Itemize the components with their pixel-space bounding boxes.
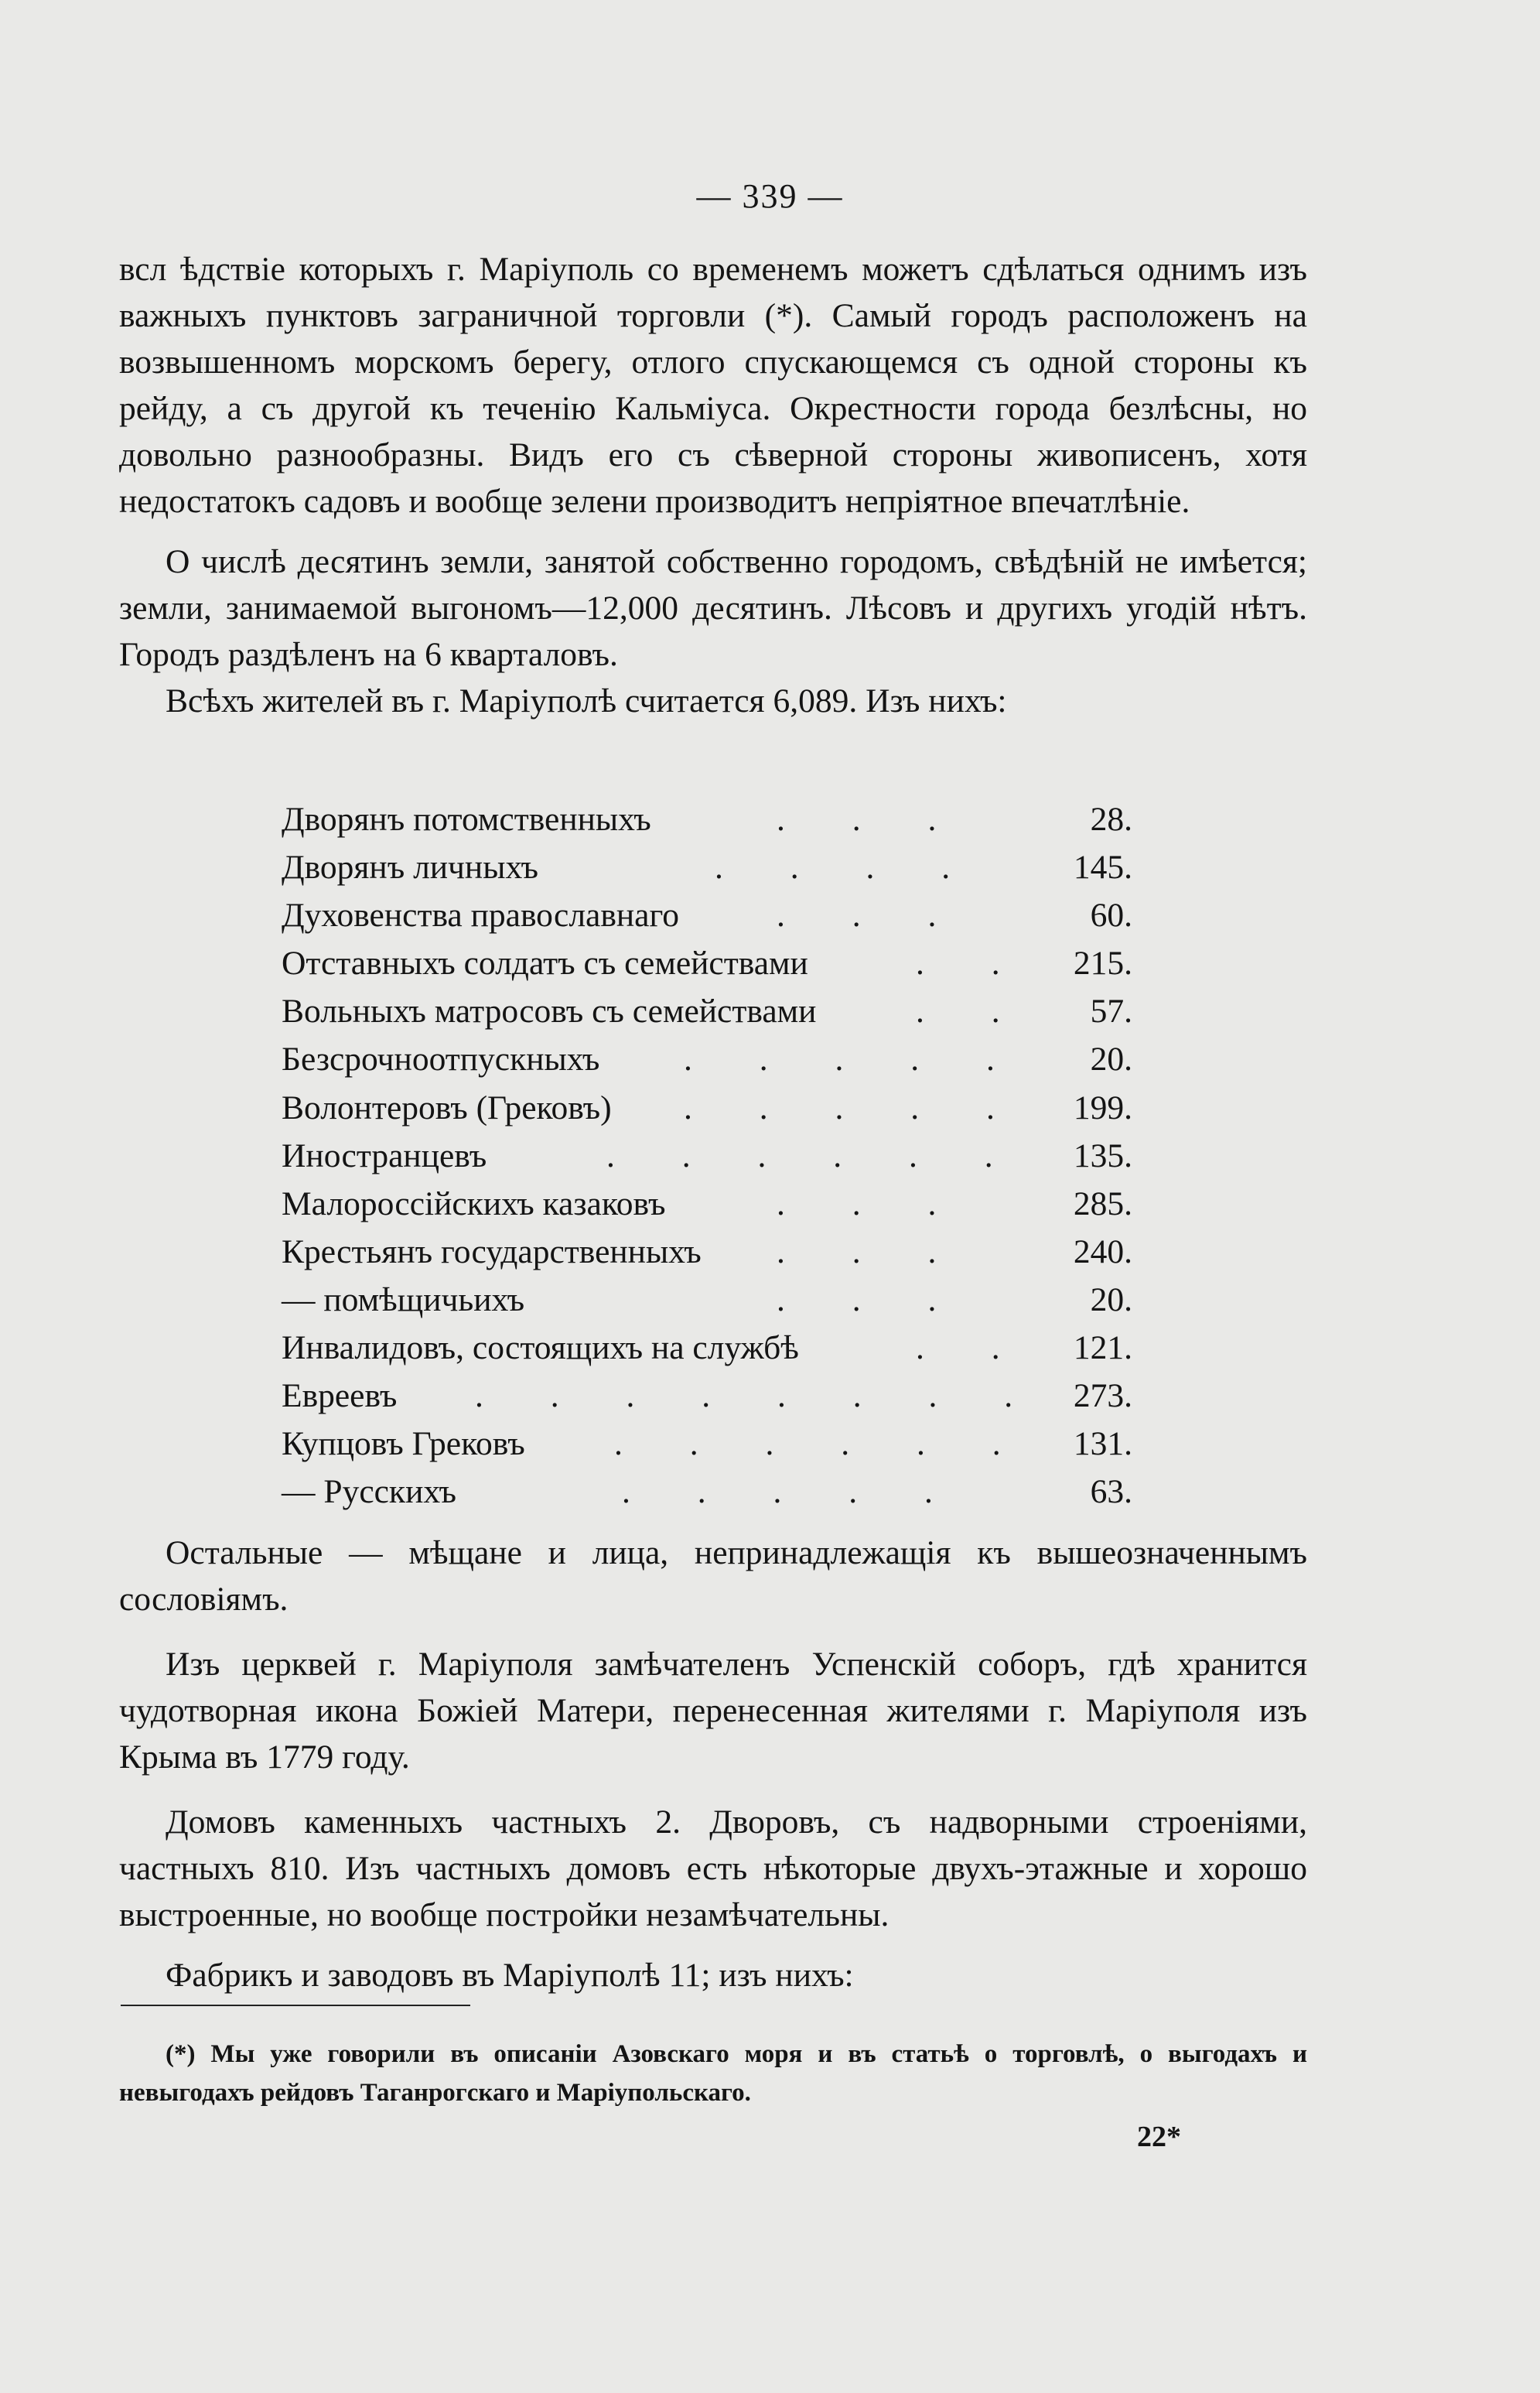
row-value: 20. bbox=[1090, 1041, 1132, 1079]
row-label: Иностранцевъ bbox=[282, 1137, 487, 1174]
table-row bbox=[282, 1137, 1132, 1185]
page-number: — 339 — bbox=[696, 177, 844, 215]
population-table bbox=[282, 800, 1132, 1520]
row-dot-leader: . . . . . . bbox=[606, 1137, 1023, 1174]
table-row bbox=[282, 1185, 1132, 1232]
row-dot-leader: . . . bbox=[777, 1232, 966, 1270]
table-row bbox=[282, 944, 1132, 992]
row-dot-leader: . . . bbox=[777, 801, 966, 838]
paragraph-3: Всѣхъ жителей въ г. Маріуполѣ считается 6,089. Изъ нихъ: bbox=[166, 682, 1007, 720]
table-row bbox=[282, 848, 1132, 896]
table-row bbox=[282, 992, 1132, 1040]
table-row bbox=[282, 1328, 1132, 1376]
table-row bbox=[282, 896, 1132, 944]
body-text-top bbox=[119, 246, 1307, 724]
row-value: 131. bbox=[1073, 1425, 1132, 1463]
row-value: 121. bbox=[1073, 1329, 1132, 1367]
row-dot-leader: . . . . . bbox=[684, 1089, 1024, 1126]
paragraph-2: О числѣ десятинъ земли, занятой собственно городомъ, свѣдѣній не имѣется; земли, занимаемой выгономъ—12,000 десятинъ. Лѣсовъ и другихъ угодій нѣтъ. Городъ раздѣленъ на 6 кварталовъ. bbox=[119, 543, 1307, 673]
row-value: 60. bbox=[1090, 897, 1132, 935]
row-label: Вольныхъ матросовъ съ семействами bbox=[282, 993, 817, 1031]
row-label: — помѣщичьихъ bbox=[282, 1280, 525, 1318]
footnote-text: (*) Мы уже говорили въ описаніи Азовскаго моря и въ статьѣ о торговлѣ, о выгодахъ и невыгодахъ рейдовъ Таганрогскаго и Маріупольскаго. bbox=[119, 2040, 1307, 2107]
row-label: Малороссійскихъ казаковъ bbox=[282, 1185, 666, 1222]
row-label: Купцовъ Грековъ bbox=[282, 1425, 525, 1463]
row-value: 57. bbox=[1090, 993, 1132, 1031]
row-dot-leader: . . . bbox=[777, 1185, 966, 1222]
row-dot-leader: . . . . . . bbox=[614, 1425, 1030, 1463]
row-label: Дворянъ личныхъ bbox=[282, 849, 539, 887]
row-dot-leader: . . bbox=[916, 993, 1030, 1031]
row-value: 240. bbox=[1073, 1232, 1132, 1270]
footnote-rule bbox=[121, 2005, 470, 2006]
table-row bbox=[282, 1376, 1132, 1424]
signature-mark: 22* bbox=[1137, 2121, 1181, 2153]
row-label: Дворянъ потомственныхъ bbox=[282, 801, 651, 838]
row-dot-leader: . . . . . bbox=[622, 1473, 962, 1511]
row-label: Духовенства православнаго bbox=[282, 897, 679, 935]
row-label: Инвалидовъ, состоящихъ на службѣ bbox=[282, 1329, 799, 1367]
row-dot-leader: . . . . . bbox=[684, 1041, 1024, 1079]
row-value: 145. bbox=[1073, 849, 1132, 887]
row-label: Волонтеровъ (Грековъ) bbox=[282, 1089, 612, 1126]
row-dot-leader: . . bbox=[916, 945, 1030, 983]
paragraph-4: Остальные — мѣщане и лица, непринадлежащія къ вышеозначеннымъ сословіямъ. bbox=[119, 1534, 1307, 1618]
row-dot-leader: . . bbox=[916, 1329, 1030, 1367]
row-label: — Русскихъ bbox=[282, 1473, 456, 1511]
row-label: Евреевъ bbox=[282, 1377, 398, 1415]
row-value: 135. bbox=[1073, 1137, 1132, 1174]
row-value: 28. bbox=[1090, 801, 1132, 838]
paragraph-6: Домовъ каменныхъ частныхъ 2. Дворовъ, съ надворными строеніями, частныхъ 810. Изъ частныхъ домовъ есть нѣкоторые двухъ-этажные и хорошо выстроенные, но вообще постройки незамѣчательны. bbox=[119, 1803, 1307, 1933]
footnote bbox=[119, 2035, 1307, 2112]
row-dot-leader: . . . bbox=[777, 897, 966, 935]
row-label: Отставныхъ солдатъ съ семействами bbox=[282, 945, 808, 983]
paragraph-7: Фабрикъ и заводовъ въ Маріуполѣ 11; изъ нихъ: bbox=[166, 1957, 854, 1994]
table-row bbox=[282, 1089, 1132, 1137]
table-row bbox=[282, 1424, 1132, 1472]
row-value: 273. bbox=[1073, 1377, 1132, 1415]
paragraph-1: всл ѣдствіе которыхъ г. Маріуполь со временемъ можетъ сдѣлаться однимъ изъ важныхъ пунктовъ заграничной торговли (*). Самый городъ расположенъ на возвышенномъ морскомъ берегу, отлого спускающемся съ одной стороны къ рейду, а съ другой къ теченію Кальміуса. Окрестности города безлѣсны, но довольно разнообразны. Видъ его съ сѣверной стороны живописенъ, хотя недостатокъ садовъ и вообще зелени производитъ непріятное впечатлѣніе. bbox=[119, 251, 1307, 520]
row-value: 215. bbox=[1073, 945, 1132, 983]
row-dot-leader: . . . . . . . . bbox=[475, 1377, 1043, 1415]
row-value: 63. bbox=[1090, 1473, 1132, 1511]
table-row bbox=[282, 1472, 1132, 1520]
row-value: 285. bbox=[1073, 1185, 1132, 1222]
body-text-bottom bbox=[119, 1530, 1307, 1998]
table-row bbox=[282, 1232, 1132, 1280]
row-value: 199. bbox=[1073, 1089, 1132, 1126]
table-row bbox=[282, 800, 1132, 848]
row-value: 20. bbox=[1090, 1280, 1132, 1318]
table-row bbox=[282, 1280, 1132, 1328]
row-dot-leader: . . . . bbox=[715, 849, 980, 887]
table-row bbox=[282, 1040, 1132, 1088]
row-label: Крестьянъ государственныхъ bbox=[282, 1232, 702, 1270]
row-dot-leader: . . . bbox=[777, 1280, 966, 1318]
row-label: Безсрочноотпускныхъ bbox=[282, 1041, 600, 1079]
paragraph-5: Изъ церквей г. Маріуполя замѣчателенъ Успенскій соборъ, гдѣ хранится чудотворная икона Божіей Матери, перенесенная жителями г. Маріуполя изъ Крыма въ 1779 году. bbox=[119, 1646, 1307, 1776]
